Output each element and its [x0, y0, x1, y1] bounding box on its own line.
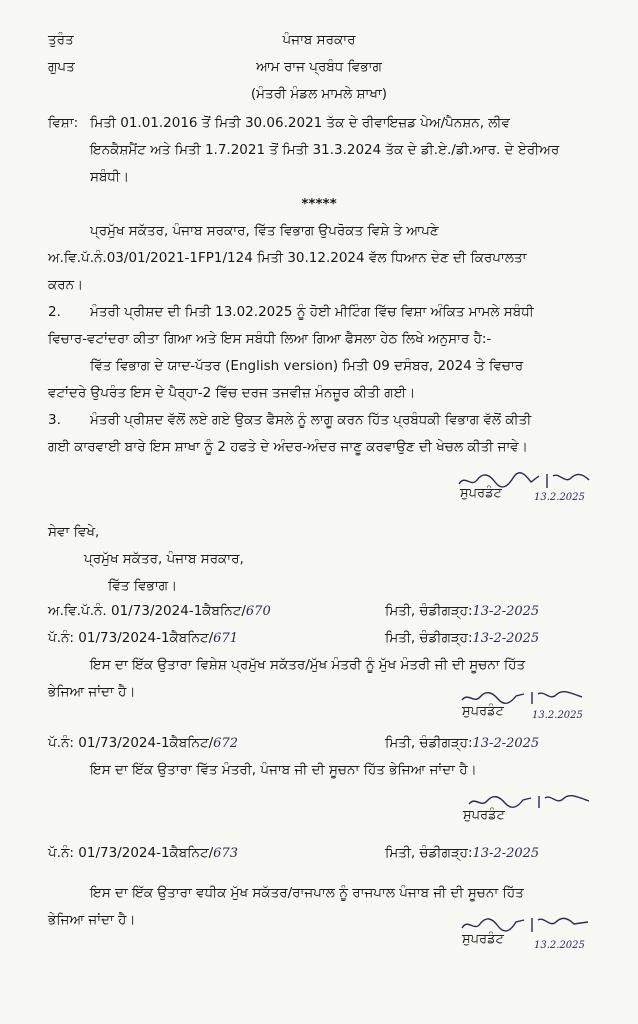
reference-handwritten-date: 13-2-2025 [472, 736, 540, 751]
para2-line-4: ਵਟਾਂਦਰੇ ਉਪਰੰਤ ਇਸ ਦੇ ਪੈਰ੍ਹਾ-2 ਵਿੱਚ ਦਰਜ ਤਜਵੀਜ਼ ਮੰਨਜ਼ੂਰ ਕੀਤੀ ਗਈ। [48, 385, 416, 401]
reference-handwritten-date: 13-2-2025 [472, 604, 540, 619]
reference-handwritten-number: 672 [213, 736, 238, 751]
government-name: ਪੰਜਾਬ ਸਰਕਾਰ [282, 32, 356, 48]
reference-date: ਮਿਤੀ, ਚੰਡੀਗੜ੍ਹ:13-2-2025 [385, 603, 540, 619]
reference-date: ਮਿਤੀ, ਚੰਡੀਗੜ੍ਹ:13-2-2025 [385, 735, 540, 751]
separator: ***** [301, 196, 337, 212]
para2-line-1: ਮੰਤਰੀ ਪ੍ਰੀਸ਼ਦ ਦੀ ਮਿਤੀ 13.02.2025 ਨੂੰ ਹੋਈ ਮੀਟਿੰਗ ਵਿੱਚ ਵਿਸ਼ਾ ਅੰਕਿਤ ਮਾਮਲੇ ਸਬੰਧੀ [90, 304, 534, 320]
addressee-line-1: ਪ੍ਰਮੁੱਖ ਸਕੱਤਰ, ਪੰਜਾਬ ਸਰਕਾਰ, [84, 551, 244, 567]
subject-line-3: ਸਬੰਧੀ। [90, 169, 130, 185]
branch-name: (ਮੰਤਰੀ ਮੰਡਲ ਮਾਮਲੇ ਸ਼ਾਖਾ) [250, 86, 388, 102]
para3-number: 3. [48, 412, 61, 428]
secret-label: ਗੁਪਤ [48, 59, 75, 75]
para3-line-1: ਮੰਤਰੀ ਪ੍ਰੀਸ਼ਦ ਵੱਲੋਂ ਲਏ ਗਏ ਉਕਤ ਫੈਸਲੇ ਨੂੰ ਲਾਗੂ ਕਰਨ ਹਿੱਤ ਪ੍ਰਬੰਧਕੀ ਵਿਭਾਗ ਵੱਲੋਂ ਕੀਤੀ [90, 412, 532, 428]
signature-title: ਸੁਪਰਡੰਟ [462, 932, 504, 947]
urgent-label: ਤੁਰੰਤ [48, 32, 74, 48]
signature-title: ਸੁਪਰਡੰਟ [462, 704, 504, 719]
signature-title: ਸੁਪਰਡੰਟ [460, 486, 502, 501]
copy-line: ਇਸ ਦਾ ਇੱਕ ਉਤਾਰਾ ਵਧੀਕ ਮੁੱਖ ਸਕੱਤਰ/ਰਾਜਪਾਲ ਨੂੰ ਰਾਜਪਾਲ ਪੰਜਾਬ ਜੀ ਦੀ ਸੂਚਨਾ ਹਿੱਤ [90, 885, 524, 901]
subject-line-2: ਇਨਕੈਸ਼ਮੈਂਟ ਅਤੇ ਮਿਤੀ 1.7.2021 ਤੋਂ ਮਿਤੀ 31.3.2024 ਤੱਕ ਦੇ ਡੀ.ਏ./ਡੀ.ਆਰ. ਦੇ ਏਰੀਅਰ [90, 142, 560, 158]
subject-line-1: ਮਿਤੀ 01.01.2016 ਤੋਂ ਮਿਤੀ 30.06.2021 ਤੱਕ ਦੇ ਰੀਵਾਇਜ਼ਡ ਪੇਅ/ਪੈਨਸ਼ਨ, ਲੀਵ [90, 115, 510, 131]
copy-line: ਇਸ ਦਾ ਇੱਕ ਉਤਾਰਾ ਵਿੱਤ ਮੰਤਰੀ, ਪੰਜਾਬ ਜੀ ਦੀ ਸੂਚਨਾ ਹਿੱਤ ਭੇਜਿਆ ਜਾਂਦਾ ਹੈ। [90, 762, 477, 778]
para1-line-1: ਪ੍ਰਮੁੱਖ ਸਕੱਤਰ, ਪੰਜਾਬ ਸਰਕਾਰ, ਵਿੱਤ ਵਿਭਾਗ ਉਪਰੋਕਤ ਵਿਸ਼ੇ ਤੇ ਆਪਣੇ [90, 223, 439, 239]
subject-label: ਵਿਸ਼ਾ: [48, 115, 79, 131]
addressee-line-2: ਵਿੱਤ ਵਿਭਾਗ। [108, 578, 178, 594]
signature-date: 13.2.2025 [534, 940, 585, 951]
reference-number: ਪੱ.ਨੰ: 01/73/2024-1ਕੈਬਨਿਟ/671 [48, 630, 238, 646]
reference-handwritten-number: 671 [213, 631, 238, 646]
reference-date: ਮਿਤੀ, ਚੰਡੀਗੜ੍ਹ:13-2-2025 [385, 630, 540, 646]
reference-handwritten-number: 673 [213, 846, 238, 861]
para2-line-3: ਵਿੱਤ ਵਿਭਾਗ ਦੇ ਯਾਦ-ਪੱਤਰ (English version) ਮਿਤੀ 09 ਦਸੰਬਰ, 2024 ਤੇ ਵਿਚਾਰ [90, 358, 524, 374]
copy-line: ਭੇਜਿਆ ਜਾਂਦਾ ਹੈ। [48, 684, 136, 700]
department-name: ਆਮ ਰਾਜ ਪ੍ਰਬੰਧ ਵਿਭਾਗ [256, 59, 382, 75]
reference-handwritten-date: 13-2-2025 [472, 631, 540, 646]
salutation: ਸੇਵਾ ਵਿਖੇ, [48, 524, 100, 540]
copy-line: ਭੇਜਿਆ ਜਾਂਦਾ ਹੈ। [48, 912, 136, 928]
para1-line-2: ਅ.ਵਿ.ਪੱ.ਨੰ.03/01/2021-1FP1/124 ਮਿਤੀ 30.12.2024 ਵੱਲ ਧਿਆਨ ਦੇਣ ਦੀ ਕਿਰਪਾਲਤਾ [48, 250, 527, 266]
reference-number: ਅ.ਵਿ.ਪੱ.ਨੰ. 01/73/2024-1ਕੈਬਨਿਟ/670 [48, 603, 271, 619]
para3-line-2: ਗਈ ਕਾਰਵਾਈ ਬਾਰੇ ਇਸ ਸ਼ਾਖਾ ਨੂੰ 2 ਹਫਤੇ ਦੇ ਅੰਦਰ-ਅੰਦਰ ਜਾਣੂ ਕਰਵਾਉਣ ਦੀ ਖੇਚਲ ਕੀਤੀ ਜਾਵੇ। [48, 439, 528, 455]
reference-handwritten-number: 670 [245, 604, 271, 619]
para1-line-3: ਕਰਨ। [48, 277, 84, 293]
para2-number: 2. [48, 304, 61, 320]
reference-number: ਪੱ.ਨੰ: 01/73/2024-1ਕੈਬਨਿਟ/672 [48, 735, 238, 751]
signature-title: ਸੁਪਰਡੰਟ [463, 808, 505, 823]
signature-date: 13.2.2025 [534, 492, 585, 503]
reference-date: ਮਿਤੀ, ਚੰਡੀਗੜ੍ਹ:13-2-2025 [385, 845, 540, 861]
reference-handwritten-date: 13-2-2025 [472, 846, 540, 861]
signature-date: 13.2.2025 [532, 710, 583, 721]
reference-number: ਪੱ.ਨੰ: 01/73/2024-1ਕੈਬਨਿਟ/673 [48, 845, 238, 861]
para2-line-2: ਵਿਚਾਰ-ਵਟਾਂਦਰਾ ਕੀਤਾ ਗਿਆ ਅਤੇ ਇਸ ਸਬੰਧੀ ਲਿਆ ਗਿਆ ਫੈਸਲਾ ਹੇਠ ਲਿਖੇ ਅਨੁਸਾਰ ਹੈ:- [48, 331, 492, 347]
copy-line: ਇਸ ਦਾ ਇੱਕ ਉਤਾਰਾ ਵਿਸ਼ੇਸ਼ ਪ੍ਰਮੁੱਖ ਸਕੱਤਰ/ਮੁੱਖ ਮੰਤਰੀ ਨੂੰ ਮੁੱਖ ਮੰਤਰੀ ਜੀ ਦੀ ਸੂਚਨਾ ਹਿੱਤ [90, 657, 526, 673]
